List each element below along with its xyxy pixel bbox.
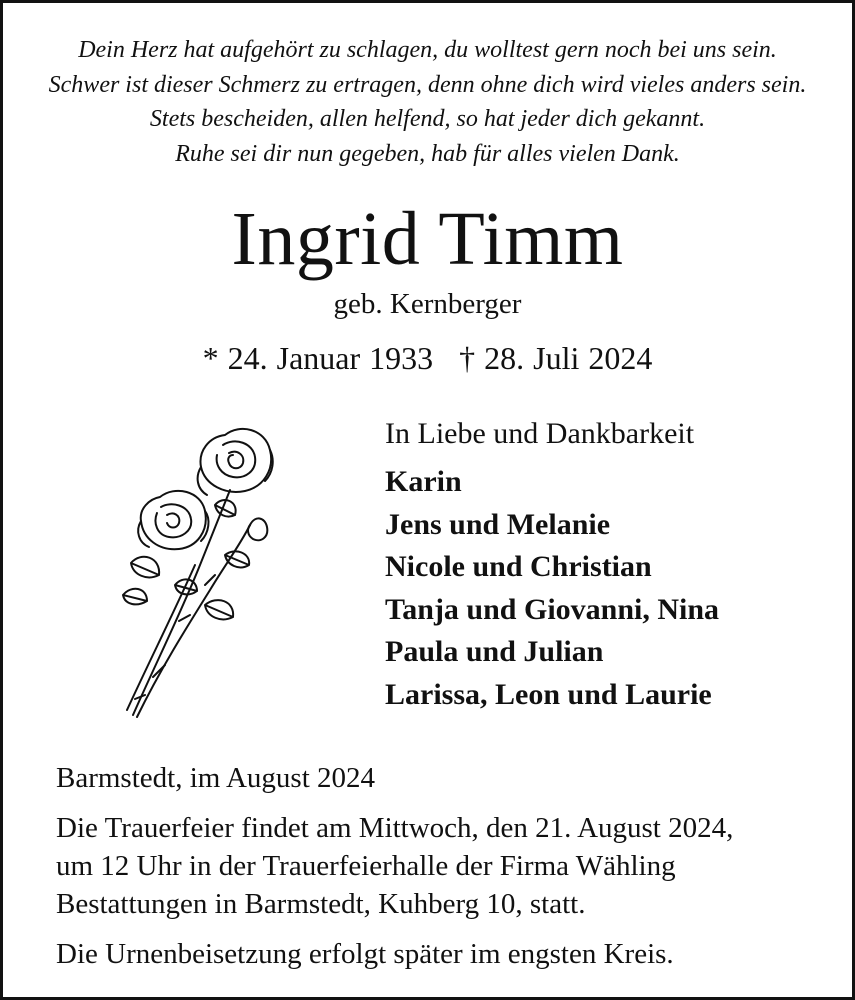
ceremony-line: Die Trauerfeier findet am Mittwoch, den 21. August 2024, bbox=[56, 812, 734, 844]
footer bbox=[56, 759, 816, 973]
death-date: † 28. Juli 2024 bbox=[459, 340, 653, 376]
family-member: Tanja und Giovanni, Nina bbox=[385, 592, 720, 626]
ceremony-info bbox=[56, 809, 816, 923]
poem-line: Schwer ist dieser Schmerz zu ertragen, denn ohne dich wird vieles anders sein. bbox=[48, 71, 807, 98]
family-member: Jens und Melanie bbox=[385, 507, 611, 541]
family-section bbox=[385, 413, 719, 716]
family-member: Nicole und Christian bbox=[385, 550, 652, 583]
birth-name: geb. Kernberger bbox=[333, 288, 522, 320]
family-member: Larissa, Leon und Laurie bbox=[385, 677, 712, 711]
deceased-name: Ingrid Timm bbox=[231, 197, 624, 281]
poem-line: Stets bescheiden, allen helfend, so hat jeder dich gekannt. bbox=[149, 106, 706, 132]
birth-date: * 24. Januar 1933 bbox=[202, 340, 434, 376]
rose-icon bbox=[105, 415, 275, 735]
family-intro: In Liebe und Dankbarkeit bbox=[385, 417, 695, 450]
ceremony-line: Bestattungen in Barmstedt, Kuhberg 10, statt. bbox=[56, 888, 586, 920]
poem-line: Dein Herz hat aufgehört zu schlagen, du wolltest gern noch bei uns sein. bbox=[78, 37, 777, 63]
urn-info: Die Urnenbeisetzung erfolgt später im engsten Kreis. bbox=[56, 938, 674, 970]
family-member: Paula und Julian bbox=[385, 635, 604, 668]
place-date: Barmstedt, im August 2024 bbox=[56, 762, 375, 794]
life-dates bbox=[3, 337, 852, 379]
poem-line: Ruhe sei dir nun gegeben, hab für alles vielen Dank. bbox=[175, 140, 680, 167]
ceremony-line: um 12 Uhr in der Trauerfeierhalle der Firma Wähling bbox=[56, 850, 676, 882]
poem bbox=[3, 33, 852, 171]
family-member: Karin bbox=[385, 465, 462, 498]
